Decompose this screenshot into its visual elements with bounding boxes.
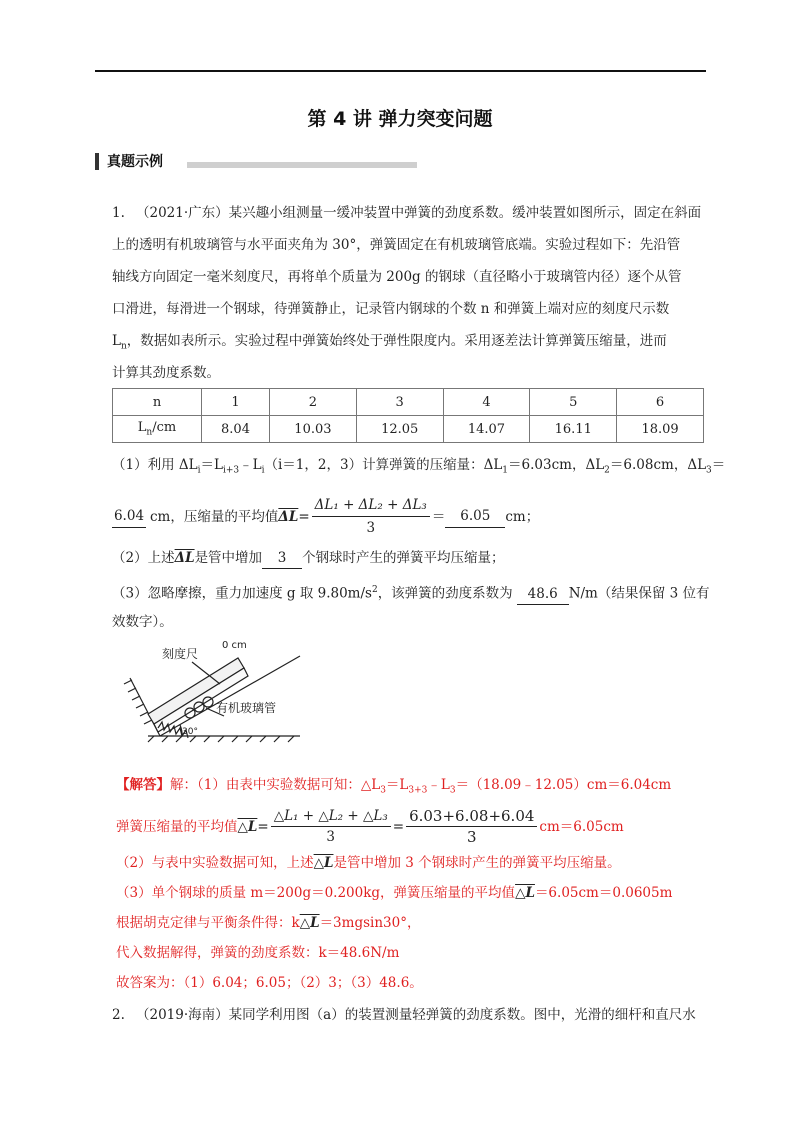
q1-line-5 [112, 331, 667, 357]
table-cell: 8.04 [202, 416, 270, 443]
q1-line-4: 口滑进，每滑进一个钢球，待弹簧静止，记录管内钢球的个数 n 和弹簧上端对应的刻度尺示数 [112, 301, 670, 317]
part1-text: （i＝1，2，3）计算弹簧的压缩量：ΔL [264, 457, 503, 473]
ln-subscript: n [120, 341, 127, 352]
mean-delta-l: △L [299, 915, 320, 931]
fraction-denominator: 3 [326, 829, 336, 845]
row-label-sub: n [146, 427, 153, 438]
solution-line-4 [116, 883, 672, 903]
row-label-unit: /cm [152, 420, 177, 436]
table-header-row [113, 389, 704, 416]
page-title: 第 4 讲 弹力突变问题 [307, 108, 493, 130]
equals: ＝ [431, 508, 446, 525]
zero-cm-label: 0 cm [222, 640, 247, 651]
fraction-denominator: 3 [466, 828, 477, 846]
part3-text: （3）忽略摩擦，重力加速度 g 取 9.80m/s [112, 585, 372, 602]
part1-text: ＝ [711, 457, 726, 473]
data-table [112, 388, 704, 443]
equals: = [257, 818, 269, 835]
sub: 2 [604, 465, 610, 476]
part1-text: ＝6.03cm，ΔL [508, 457, 605, 473]
table-cell: 6 [617, 389, 704, 416]
solution-text: 是管中增加 3 个钢球时产生的弹簧平均压缩量。 [333, 855, 621, 871]
sub: 3+3 [408, 785, 428, 796]
sub: 3 [380, 785, 386, 796]
glass-tube [154, 668, 248, 732]
fraction-denominator: 3 [366, 520, 376, 536]
section-underline [187, 162, 417, 168]
part1-text: ﹣L [239, 457, 262, 473]
solution-text: 弹簧压缩量的平均值 [116, 818, 238, 835]
table-row-label [113, 416, 202, 443]
solution-line-1 [116, 775, 671, 801]
mean-delta-l: △L [313, 855, 334, 871]
part1-line-1 [112, 455, 725, 481]
solution-text: cm＝6.05cm [539, 818, 624, 835]
table-cell: 3 [356, 389, 443, 416]
sub: 3 [706, 465, 712, 476]
solution-text: （2）与表中实验数据可知，上述 [116, 855, 314, 871]
part3-line-2: 效数字）。 [112, 614, 173, 630]
q2-number: 2. [112, 1007, 125, 1023]
table-cell: 12.05 [356, 416, 443, 443]
part1-line-2 [112, 494, 539, 539]
solution-line-2 [116, 806, 624, 847]
part3-text: N/m（结果保留 3 位有 [568, 585, 710, 602]
fraction-numerator: △L₁ + △L₂ + △L₃ [271, 806, 391, 827]
solution-line-7: 故答案为：（1）6.04；6.05；（2）3；（3）48.6。 [116, 975, 423, 991]
buffer-device-figure [120, 636, 310, 744]
equals: = [298, 508, 310, 525]
part3-line-1 [112, 580, 710, 605]
q2-line-1: （2019·海南）某同学利用图（a）的装置测量轻弹簧的劲度系数。图中，光滑的细杆和直尺水 [136, 1007, 696, 1023]
q1-number: 1. [112, 205, 125, 221]
mean-delta-l: $\overline{\Delta L}$ [174, 550, 195, 566]
angle-label: 30° [182, 727, 198, 737]
table-cell: 4 [443, 389, 530, 416]
table-cell: 10.03 [270, 416, 357, 443]
part1-text: cm； [505, 508, 540, 525]
table-cell: 5 [530, 389, 617, 416]
sup: 2 [371, 585, 378, 595]
mean-delta-l: △L [515, 885, 535, 901]
row-label-symbol: L [137, 420, 147, 436]
table-cell: 16.11 [530, 416, 617, 443]
solution-text: （3）单个钢球的质量 m＝200g＝0.200kg，弹簧压缩量的平均值 [116, 885, 516, 901]
sub: i [197, 465, 201, 476]
sub: 3 [449, 785, 456, 796]
solution-text: ＝6.05cm＝0.0605m [534, 885, 673, 901]
solution-text: ﹣L [427, 777, 450, 793]
table-cell: n [113, 389, 202, 416]
solution-text: ＝3mgsin30°， [319, 915, 421, 931]
answer-blank-4: 48.6 [517, 584, 569, 605]
tube-label: 有机玻璃管 [216, 701, 277, 715]
q1-line-6: 计算其劲度系数。 [112, 365, 220, 381]
answer-blank-3: 3 [262, 548, 302, 569]
fraction [406, 806, 537, 847]
part2-line [112, 548, 505, 569]
q1-line-1: （2021·广东）某兴趣小组测量一缓冲装置中弹簧的劲度系数。缓冲装置如图所示，固定在斜面 [136, 205, 702, 221]
part2-text: 个钢球时产生的弹簧平均压缩量； [302, 550, 505, 566]
fraction [271, 806, 391, 847]
q1-line-3: 轴线方向固定一毫米刻度尺，再将单个质量为 200g 的钢球（直径略小于玻璃管内径）逐个从管 [112, 269, 682, 285]
part3-text: ，该弹簧的劲度系数为 [377, 585, 513, 602]
q1-line-2: 上的透明有机玻璃管与水平面夹角为 30°，弹簧固定在有机玻璃管底端。实验过程如下：先沿管 [112, 237, 681, 253]
sub: i+3 [222, 465, 240, 476]
solution-text: 解：（1）由表中实验数据可知：△L [170, 777, 381, 793]
solution-text: 根据胡克定律与平衡条件得：k [116, 915, 300, 931]
sub: 1 [502, 465, 509, 476]
table-cell: 2 [270, 389, 357, 416]
section-label: 真题示例 [107, 154, 163, 170]
table-cell: 14.07 [443, 416, 530, 443]
table-cell: 1 [202, 389, 270, 416]
solution-line-6: 代入数据解得，弹簧的劲度系数：k＝48.6N/m [116, 945, 400, 961]
part2-text: 是管中增加 [194, 550, 263, 566]
solution-tag: 【解答】 [116, 777, 170, 793]
table-row [113, 416, 704, 443]
equals: = [392, 818, 405, 835]
part1-text: ＝L [200, 457, 223, 473]
wall-hatch [124, 680, 152, 724]
answer-blank-2: 6.05 [445, 505, 505, 528]
part1-text: ＝6.08cm，ΔL [609, 457, 707, 473]
ground-hatch [148, 736, 294, 742]
ruler-label: 刻度尺 [162, 647, 199, 661]
part1-text: cm，压缩量的平均值 [150, 508, 279, 525]
fraction [312, 494, 430, 539]
table-cell: 18.09 [617, 416, 704, 443]
mean-delta-l: △L [237, 818, 258, 835]
solution-text: ＝L [385, 777, 409, 793]
part2-text: （2）上述 [112, 550, 175, 566]
answer-blank-1: 6.04 [112, 505, 146, 528]
section-header [95, 150, 163, 172]
q1-line-5-text: ，数据如表所示。实验过程中弹簧始终处于弹性限度内。采用逐差法计算弹簧压缩量，进而 [126, 333, 667, 349]
sub: i [261, 465, 265, 476]
fraction-numerator: ΔL₁ + ΔL₂ + ΔL₃ [312, 494, 430, 517]
fraction-numerator: 6.03+6.08+6.04 [406, 806, 537, 827]
ln-symbol: L [112, 333, 121, 349]
part1-text: （1）利用 ΔL [112, 457, 198, 473]
header-rule [95, 70, 706, 72]
solution-line-5 [116, 913, 420, 933]
solution-line-3 [116, 853, 621, 873]
section-marker [95, 153, 99, 170]
solution-text: ＝（18.09﹣12.05）cm＝6.04cm [455, 777, 672, 793]
mean-delta-l: $\overline{\Delta L}$ [278, 508, 299, 525]
